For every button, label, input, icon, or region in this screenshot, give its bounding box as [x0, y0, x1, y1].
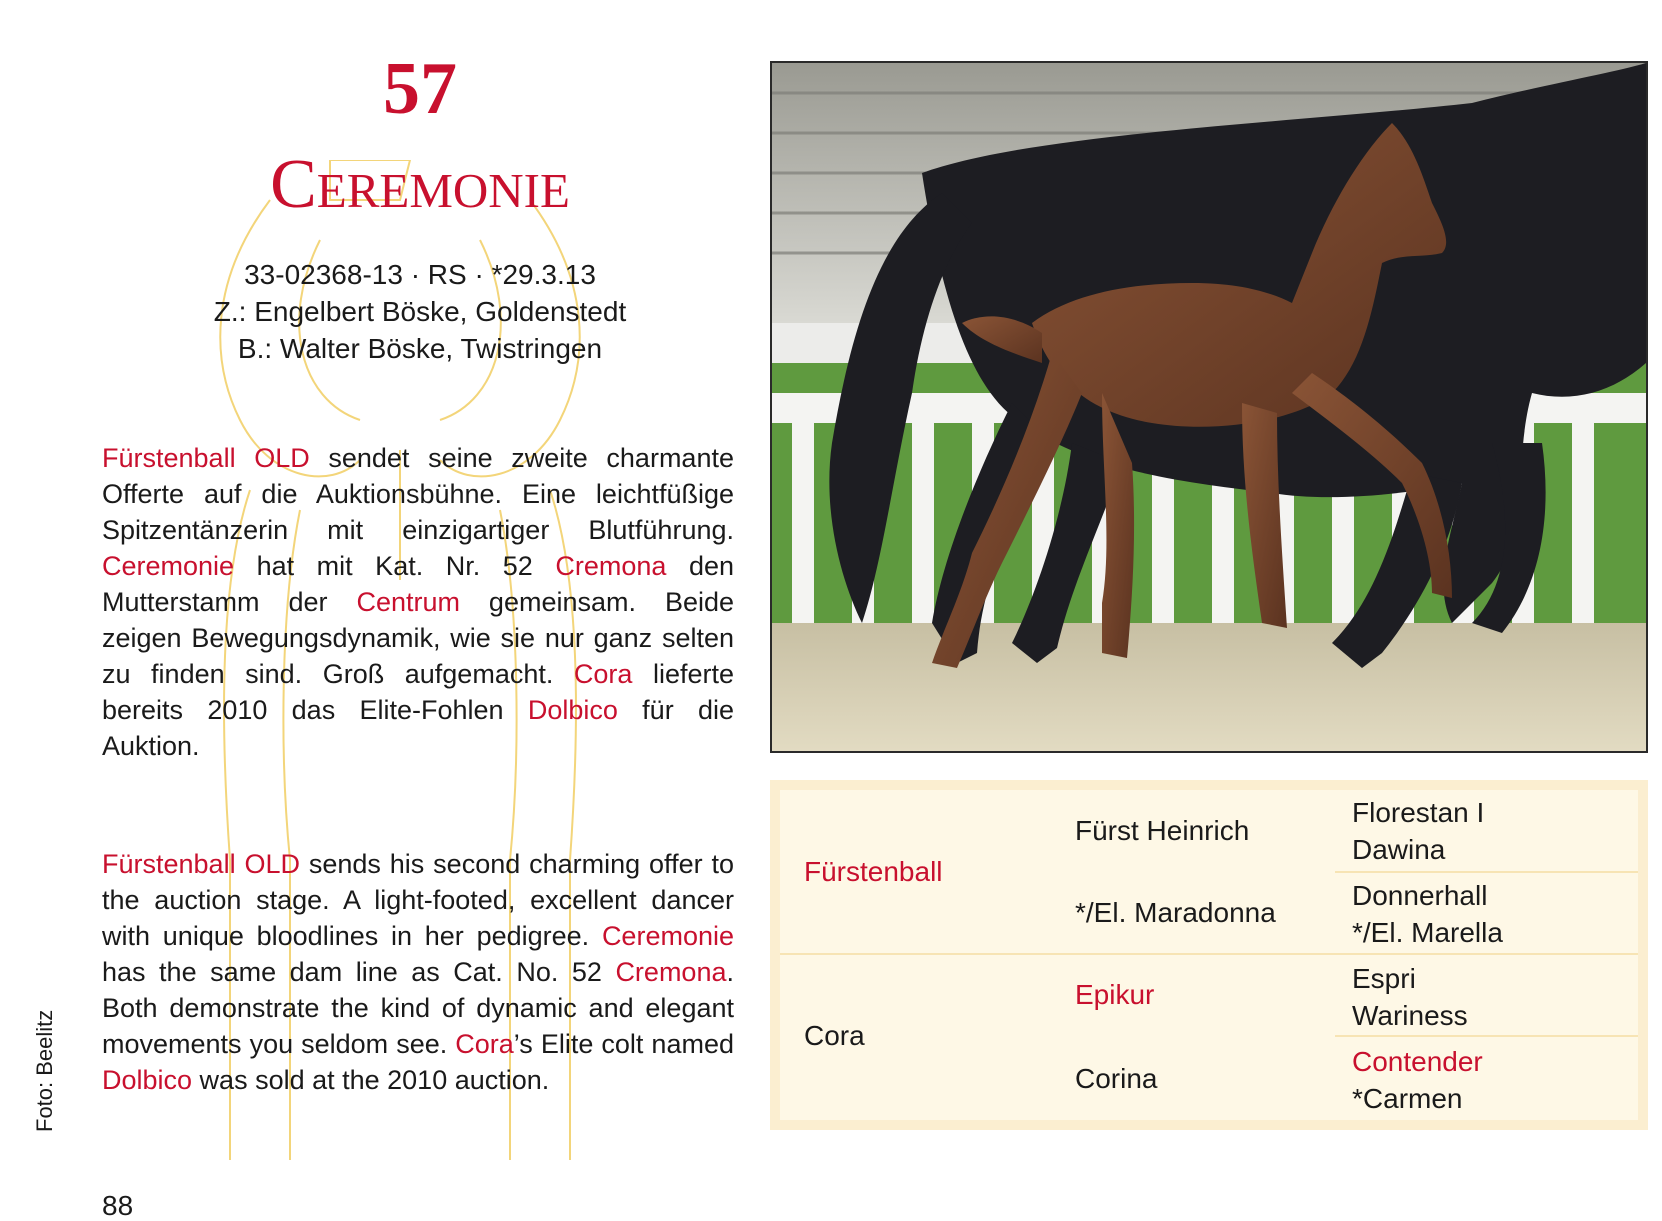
pedigree-ancestor: Espri: [1352, 963, 1416, 994]
horse-name-highlight: Fürstenball OLD: [102, 849, 300, 879]
pedigree-divider: [1335, 871, 1638, 873]
pedigree-sire-sire: Fürst Heinrich: [1075, 815, 1250, 846]
horse-name-highlight: Cora: [455, 1029, 514, 1059]
description-text: has the same dam line as Cat. No. 52: [102, 957, 616, 987]
horse-name-highlight: Ceremonie: [601, 921, 734, 951]
pedigree-dam-dam: Corina: [1075, 1063, 1158, 1094]
horse-name-highlight: Cora: [573, 659, 633, 689]
description-text: sendet seine zweite charmante Offerte auf die Auktionsbühne. Eine leichtfüßige Spitzentänzerin mit einzigartiger Blutführung.: [102, 443, 734, 545]
pedigree-ancestor: Dawina: [1352, 834, 1446, 865]
horse-name-highlight: Cremona: [555, 551, 667, 581]
horse-name-highlight: Cremona: [615, 957, 727, 987]
horse-name-highlight: Centrum: [356, 587, 460, 617]
pedigree-ancestor: Contender: [1352, 1046, 1483, 1077]
description-text: was sold at the 2010 auction.: [192, 1065, 550, 1095]
mare-and-foal-photo: [770, 61, 1648, 753]
horse-name-highlight: Dolbico: [527, 695, 618, 725]
owner-line: B.: Walter Böske, Twistringen: [237, 333, 603, 364]
page-number: 88: [102, 1190, 134, 1221]
horse-name-highlight: Ceremonie: [102, 551, 235, 581]
breeder-line: Z.: Engelbert Böske, Goldenstedt: [213, 296, 627, 327]
pedigree-ancestor: Donnerhall: [1352, 880, 1488, 911]
horse-name: Ceremonie: [270, 146, 570, 223]
description-text: ’s Elite colt named: [513, 1029, 734, 1059]
description-text: für die Auktion.: [102, 695, 734, 761]
photo-credit: Foto: Beelitz: [32, 1009, 57, 1132]
pedigree-ancestor: Wariness: [1352, 1000, 1468, 1031]
pedigree-ancestor: */El. Marella: [1352, 917, 1503, 948]
pedigree-dam-sire: Epikur: [1075, 979, 1155, 1010]
pedigree-sire: Fürstenball: [804, 856, 943, 887]
pedigree-table: [770, 780, 1648, 1130]
description-text: gemeinsam. Beide zeigen Bewegungsdynamik, wie sie nur ganz selten zu finden sind. Groß aufgemacht.: [102, 587, 735, 689]
pedigree-sire-dam: */El. Maradonna: [1075, 897, 1276, 928]
pedigree-divider: [780, 953, 1638, 955]
pedigree-dam: Cora: [804, 1020, 865, 1051]
pedigree-grid: [780, 790, 1638, 1120]
registration-line: 33-02368-13 · RS · *29.3.13: [244, 259, 596, 290]
description-english: [102, 846, 734, 1098]
description-german: [102, 440, 734, 764]
pedigree-ancestor: *Carmen: [1352, 1083, 1463, 1114]
description-text: sends his second charming offer to the auction stage. A light-footed, excellent dancer with unique bloodlines in her pedigree.: [102, 849, 734, 951]
description-text: hat mit Kat. Nr. 52: [234, 551, 556, 581]
lot-number: 57: [383, 48, 457, 130]
pedigree-ancestor: Florestan I: [1352, 797, 1485, 828]
horse-details: [0, 256, 840, 367]
description-text: lieferte bereits 2010 das Elite-Fohlen: [102, 659, 734, 725]
horse-name-highlight: Dolbico: [102, 1065, 193, 1095]
description-text: den Mutterstamm der: [102, 551, 734, 617]
pedigree-divider: [1335, 1035, 1638, 1037]
horse-name-highlight: Fürstenball OLD: [102, 443, 310, 473]
description-text: . Both demonstrate the kind of dynamic and elegant movements you seldom see.: [102, 957, 734, 1059]
